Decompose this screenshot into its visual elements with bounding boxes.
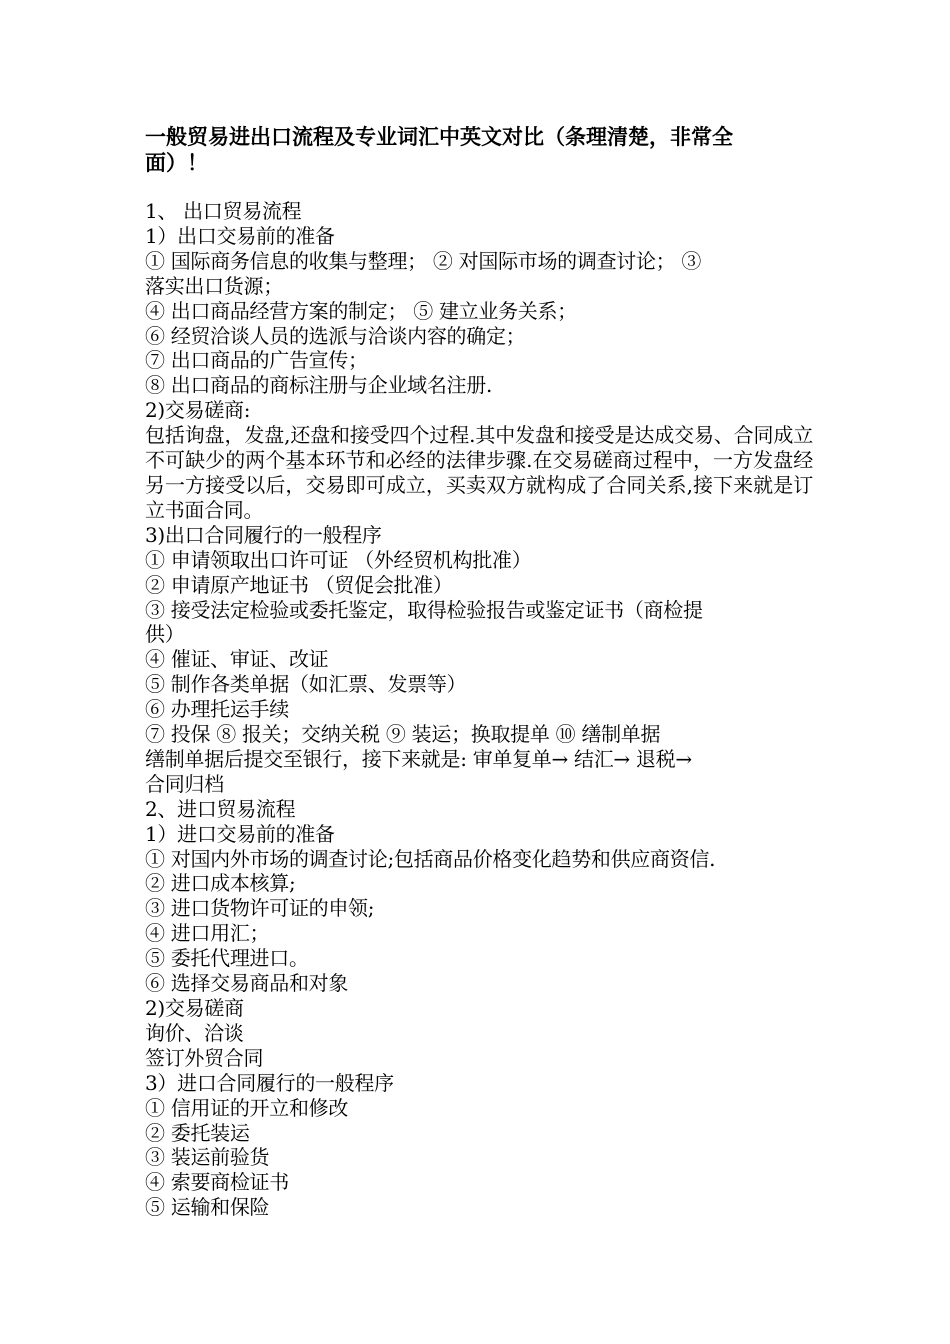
subsection-heading: 2)交易磋商: — [145, 398, 251, 423]
text-line: ⑤ 委托代理进口。 — [145, 946, 309, 971]
text-line: 询价、洽谈 — [145, 1020, 244, 1045]
text-line: ① 对国内外市场的调查讨论;包括商品价格变化趋势和供应商资信. — [145, 846, 716, 871]
section-heading: 2、进口贸易流程 — [145, 796, 296, 821]
text-line: ④ 索要商检证书 — [145, 1170, 289, 1195]
text-line: ⑥ 办理托运手续 — [145, 697, 289, 722]
text-line: ⑥ 经贸洽谈人员的选派与洽谈内容的确定； — [145, 323, 526, 348]
text-line: ① 申请领取出口许可证 （外经贸机构批准） — [145, 547, 532, 572]
text-line: 合同归档 — [145, 771, 224, 796]
subsection-heading: 1）出口交易前的准备 — [145, 223, 335, 248]
subsection-heading: 3)出口合同履行的一般程序 — [145, 522, 382, 547]
text-line: ④ 进口用汇； — [145, 921, 270, 946]
text-line: ① 国际商务信息的收集与整理； ② 对国际市场的调查讨论； ③ — [145, 248, 702, 273]
text-line: 缮制单据后提交至银行，接下来就是: 审单复单→ 结汇→ 退税→ — [145, 746, 692, 771]
subsection-heading: 1）进口交易前的准备 — [145, 821, 335, 846]
text-line: ② 申请原产地证书 （贸促会批准） — [145, 572, 453, 597]
text-line: 签订外贸合同 — [145, 1045, 264, 1070]
paragraph: 包括询盘，发盘,还盘和接受四个过程.其中发盘和接受是达成交易、合同成立不可缺少的两个基本环节和必经的法律步骤.在交易磋商过程中，一方发盘经另一方接受以后，交易即可成立，买卖双方就构成了合同关系,接下来就是订立书面合同。 — [145, 423, 813, 522]
text-line: ① 信用证的开立和修改 — [145, 1095, 349, 1120]
text-line: ⑥ 选择交易商品和对象 — [145, 971, 349, 996]
text-line: ③ 装运前验货 — [145, 1145, 270, 1170]
text-line: 供） — [145, 622, 185, 647]
subsection-heading: 2)交易磋商 — [145, 996, 244, 1020]
text-line: ④ 催证、审证、改证 — [145, 647, 329, 672]
text-line: ⑧ 出口商品的商标注册与企业域名注册. — [145, 373, 493, 398]
text-line: ② 委托装运 — [145, 1120, 250, 1145]
text-line: ⑦ 投保 ⑧ 报关；交纳关税 ⑨ 装运；换取提单 ⑩ 缮制单据 — [145, 722, 661, 747]
text-line: ④ 出口商品经营方案的制定； ⑤ 建立业务关系； — [145, 298, 577, 323]
section-heading: 1、 出口贸易流程 — [145, 199, 302, 223]
text-line: 落实出口货源； — [145, 273, 283, 298]
text-line: ③ 接受法定检验或委托鉴定，取得检验报告或鉴定证书（商检提 — [145, 597, 703, 622]
document-page — [145, 124, 817, 1220]
subsection-heading: 3）进口合同履行的一般程序 — [145, 1070, 394, 1095]
text-line: ⑦ 出口商品的广告宣传； — [145, 348, 368, 373]
document-title: 一般贸易进出口流程及专业词汇中英文对比（条理清楚，非常全面）！ — [145, 125, 733, 175]
text-line: ⑤ 运输和保险 — [145, 1195, 270, 1220]
text-line: ② 进口成本核算; — [145, 871, 296, 896]
text-line: ⑤ 制作各类单据（如汇票、发票等） — [145, 672, 467, 697]
text-line: ③ 进口货物许可证的申领; — [145, 896, 375, 921]
